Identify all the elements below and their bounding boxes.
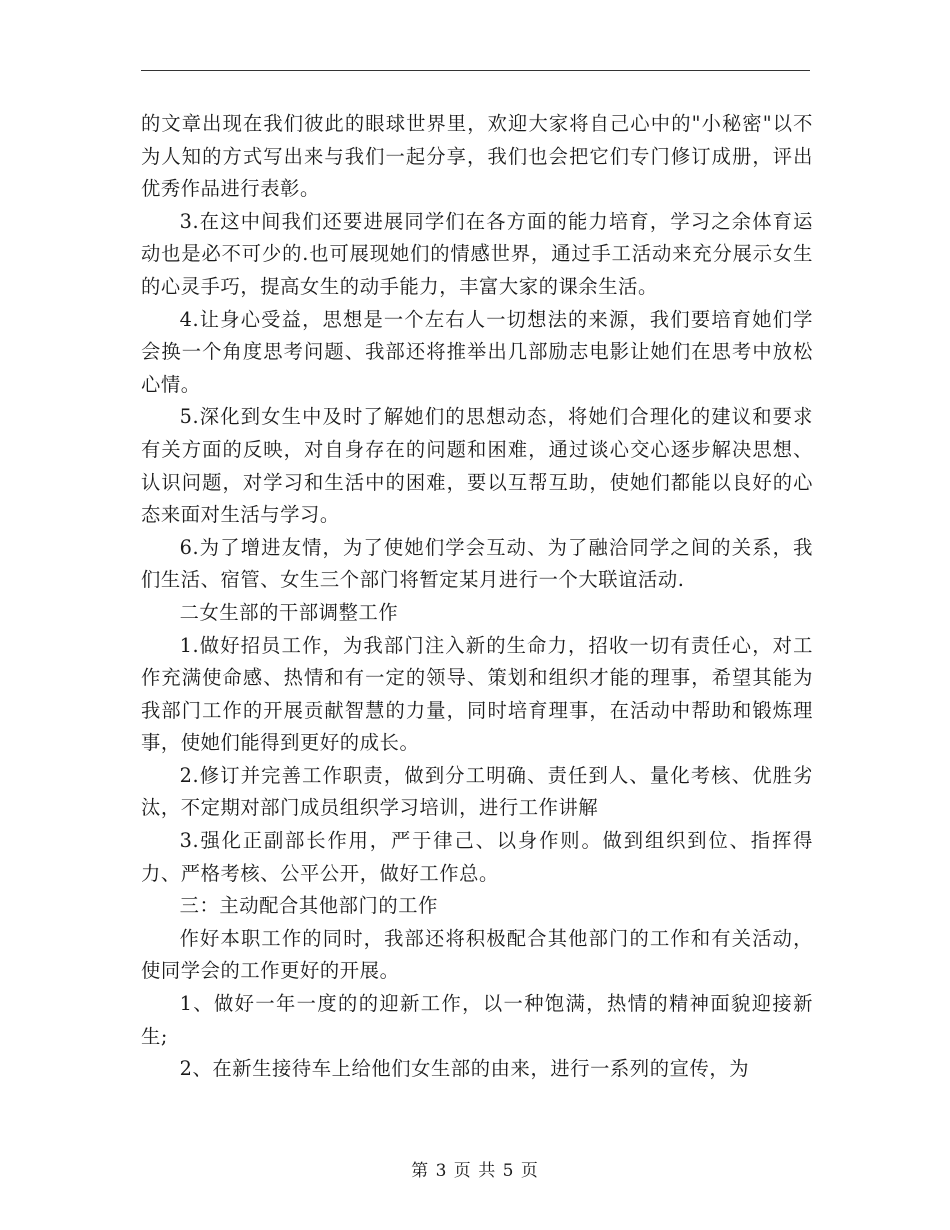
page-footer: 第 3 页 共 5 页 (411, 1161, 539, 1181)
paragraph-7: 2.修订并完善工作职责，做到分工明确、责任到人、量化考核、优胜劣汰，不定期对部门成员组织学习培训，进行工作讲解 (141, 763, 813, 820)
section-heading-3: 三：主动配合其他部门的工作 (179, 894, 439, 918)
document-body (141, 108, 813, 1086)
section-heading-2: 二女生部的干部调整工作 (179, 600, 399, 624)
paragraph-2: 3.在这中间我们还要进展同学们在各方面的能力培育，学习之余体育运动也是必不可少的.也可展现她们的情感世界，通过手工活动来充分展示女生的心灵手巧，提高女生的动手能力，丰富大家的课余生活。 (141, 209, 813, 298)
paragraph-6: 1.做好招员工作，为我部门注入新的生命力，招收一切有责任心，对工作充满使命感、热情和有一定的领导、策划和组织才能的理事，希望其能为我部门工作的开展贡献智慧的力量，同时培育理事，在活动中帮助和锻炼理事，使她们能得到更好的成长。 (141, 633, 813, 755)
paragraph-1: 的文章出现在我们彼此的眼球世界里，欢迎大家将自己心中的"小秘密"以不为人知的方式写出来与我们一起分享，我们也会把它们专门修订成册，评出优秀作品进行表彰。 (141, 112, 813, 201)
paragraph-9: 作好本职工作的同时，我部还将积极配合其他部门的工作和有关活动，使同学会的工作更好的开展。 (141, 926, 813, 983)
paragraph-4: 5.深化到女生中及时了解她们的思想动态，将她们合理化的建议和要求有关方面的反映，对自身存在的问题和困难，通过谈心交心逐步解决思想、认识问题，对学习和生活中的困难，要以互帮互助，使她们都能以良好的心态来面对生活与学习。 (141, 405, 813, 527)
paragraph-8: 3.强化正副部长作用，严于律己、以身作则。做到组织到位、指挥得力、严格考核、公平公开，做好工作总。 (141, 829, 813, 885)
paragraph-3: 4.让身心受益，思想是一个左右人一切想法的来源，我们要培育她们学会换一个角度思考问题、我部还将推举出几部励志电影让她们在思考中放松心情。 (141, 307, 813, 396)
header-rule (141, 70, 810, 71)
paragraph-10: 1、做好一年一度的的迎新工作，以一种饱满，热情的精神面貌迎接新生; (141, 992, 813, 1048)
paragraph-5: 6.为了增进友情，为了使她们学会互动、为了融洽同学之间的关系，我们生活、宿管、女生三个部门将暂定某月进行一个大联谊活动. (141, 535, 813, 592)
paragraph-11: 2、在新生接待车上给他们女生部的由来，进行一系列的宣传，为 (179, 1057, 750, 1081)
